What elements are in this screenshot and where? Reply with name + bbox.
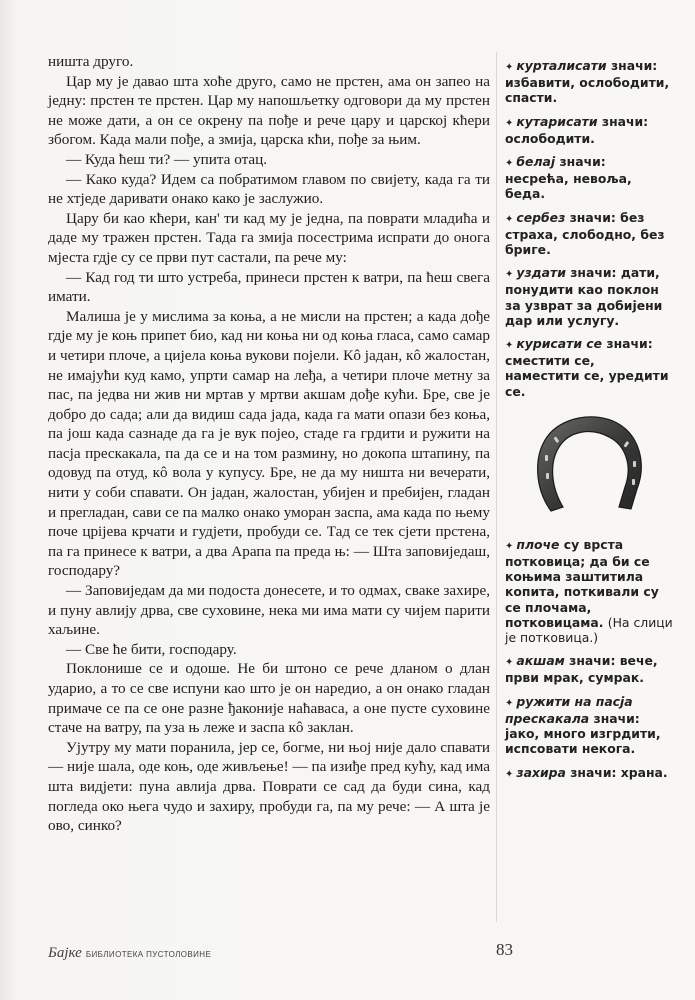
paragraph: Цару би као кћери, кан' ти кад му је једна, па поврати младића и даде му тражен прстен. Тада га змија посестрима испрати до оногa мјеста гдје су се први пут састали, па рече му: [48,209,490,266]
bullet-icon: ✦ [505,213,514,225]
book-title: Бајке [48,945,82,961]
glossary-term: ружити на пасја прескакала [505,693,633,726]
glossary-entry [505,694,673,757]
glossary-entry [505,653,673,685]
paragraph: Поклонише се и одоше. Не би штоно се рече дланом о длан ударио, а то се све испуни као што је он наредио, а он онако гладан примаче се па се оне разне ђаконије наћаваса, а оне пусте суховине стаче на ватру, па уза њ леже и заспа кô заклан. [48,660,490,737]
bullet-icon: ✦ [505,657,514,669]
paragraph: Малиша је у мислима за коња, а не мисли на прстен; а када дође гдје му је коњ припет био, кад ни коња ни од коња гласа, само самар и четири плоче, а цијела коња вукови појели. Кô јадан, кô жалостан, не имајући куд камо, упрти самар на леђа, а четири плоче метну за пас, па једва ни жив ни мртав у мртви акшам дође кући. Бре, све је добро до сада; али да видиш сада јада, када га мати опази без коња, па још када сазнаде да га је вук појео, стаде га грдити и ружити на пасја прескакала, па да се и на том размину, но докопа штапину, па одовуд па отуд, кô вола у купусу. Бре, не да му ништа ни вечерати, нити у соби спавати. Он јадан, жалостан, убијен и пребијен, гладан и прегладан, сави се па малко онако уморан заспа, ама када по њему поче црijева крчати и гудјети, пробуди се. Тад се тек сјети прстена, па га принесе к ватри, а два Арапа па преда њ: — Шта заповиједаш, господару? [48,307,490,580]
glossary-definition: значи: сместити се, наместити се, уредити се. [505,336,669,399]
glossary-entry [505,210,673,258]
bullet-icon: ✦ [505,340,514,352]
glossary-definition: значи: без страха, слободно, без бриге. [505,209,665,258]
paragraph: Ујутру му мати поранила, јер се, богме, ни њој није дало спавати — није шала, оде коњ, оде живљење! — па изиђе пред кућу, кад има шта видјети: пуна авлија дрва. Поврати се сад да буди сина, кад погледа око њега чудо и захиру, пробуди га, па му рече: — А шта је ово, синко? [48,738,490,835]
glossary-definition: значи: дати, понудити као поклон за узврат за добијени дар или услугу. [505,265,663,328]
glossary-entry [505,58,673,106]
paragraph: Цар му је давао шта хоће друго, само не прстен, ама он запео на једну: прстен те прстен. Цар му напошљетку одговори да му прстен не може дати, а он се окрену па пође и рече цару и царској кћери збогом. Када мали пође, а змија, царска кћи, пође за њим. [48,72,490,149]
glossary-term: захира [516,764,566,780]
glossary-sidebar [505,58,673,790]
glossary-definition: значи: храна. [570,764,668,780]
glossary-term: плоче [516,536,560,552]
glossary-entry [505,537,673,645]
glossary-entry [505,336,673,399]
glossary-definition: су врста потковица; да би се коњима заштитила копита, поткивали су се плочама, потковицама. [505,536,659,630]
image-caption: (На слици је потковица.) [505,614,673,646]
glossary-definition: значи: јако, много изгрдити, испсовати некога. [505,710,661,757]
paragraph: — Све ће бити, господару. [66,640,237,658]
glossary-definition: значи: избавити, ослободити, спасти. [505,58,670,106]
glossary-term: уздати [516,265,566,281]
glossary-entry [505,265,673,328]
glossary-entry [505,114,673,146]
series-name: БИБЛИОТЕКА ПУСТОЛОВИНЕ [85,950,212,959]
paragraph: — Како куда? Идем са побратимом главом по свијету, када га ти не хтједе даривати онако како је заслужио. [48,170,490,208]
bullet-icon: ✦ [505,62,514,73]
paragraph: — Заповиједам да ми подоста донесете, и то одмах, свакe захире, и пуну авлију дрва, све суховине, нека ми има мати су чијем парити хаљине. [48,582,490,639]
glossary-term: курисати се [516,336,603,352]
bullet-icon: ✦ [505,158,514,170]
column-divider [496,52,497,922]
glossary-definition: значи: вече, први мрак, сумрак. [505,653,658,686]
glossary-term: сербез [516,209,566,225]
glossary-entry [505,765,673,782]
bullet-icon: ✦ [505,697,514,709]
paragraph: — Кад год ти што устреба, принеси прстен к ватри, па ћеш свега имати. [48,268,490,306]
glossary-term: белај [516,154,556,170]
bullet-icon: ✦ [505,768,514,780]
horseshoe-image [505,409,673,519]
bullet-icon: ✦ [505,540,514,552]
glossary-entry [505,154,673,202]
glossary-definition: значи: ослободити. [505,113,649,146]
page-number: 83 [496,940,513,959]
story-text [48,52,490,836]
paragraph: — Куда ћеш ти? — упита отац. [66,150,268,168]
glossary-term: кутарисати [516,113,598,129]
glossary-definition: значи: несрећа, невоља, беда. [505,154,632,202]
glossary-term: акшам [516,653,565,669]
bullet-icon: ✦ [505,269,514,281]
horseshoe-icon [529,411,649,517]
glossary-term: курталисати [516,58,607,73]
running-footer [48,945,211,962]
paragraph: ништа друго. [48,53,134,70]
bullet-icon: ✦ [505,117,514,129]
